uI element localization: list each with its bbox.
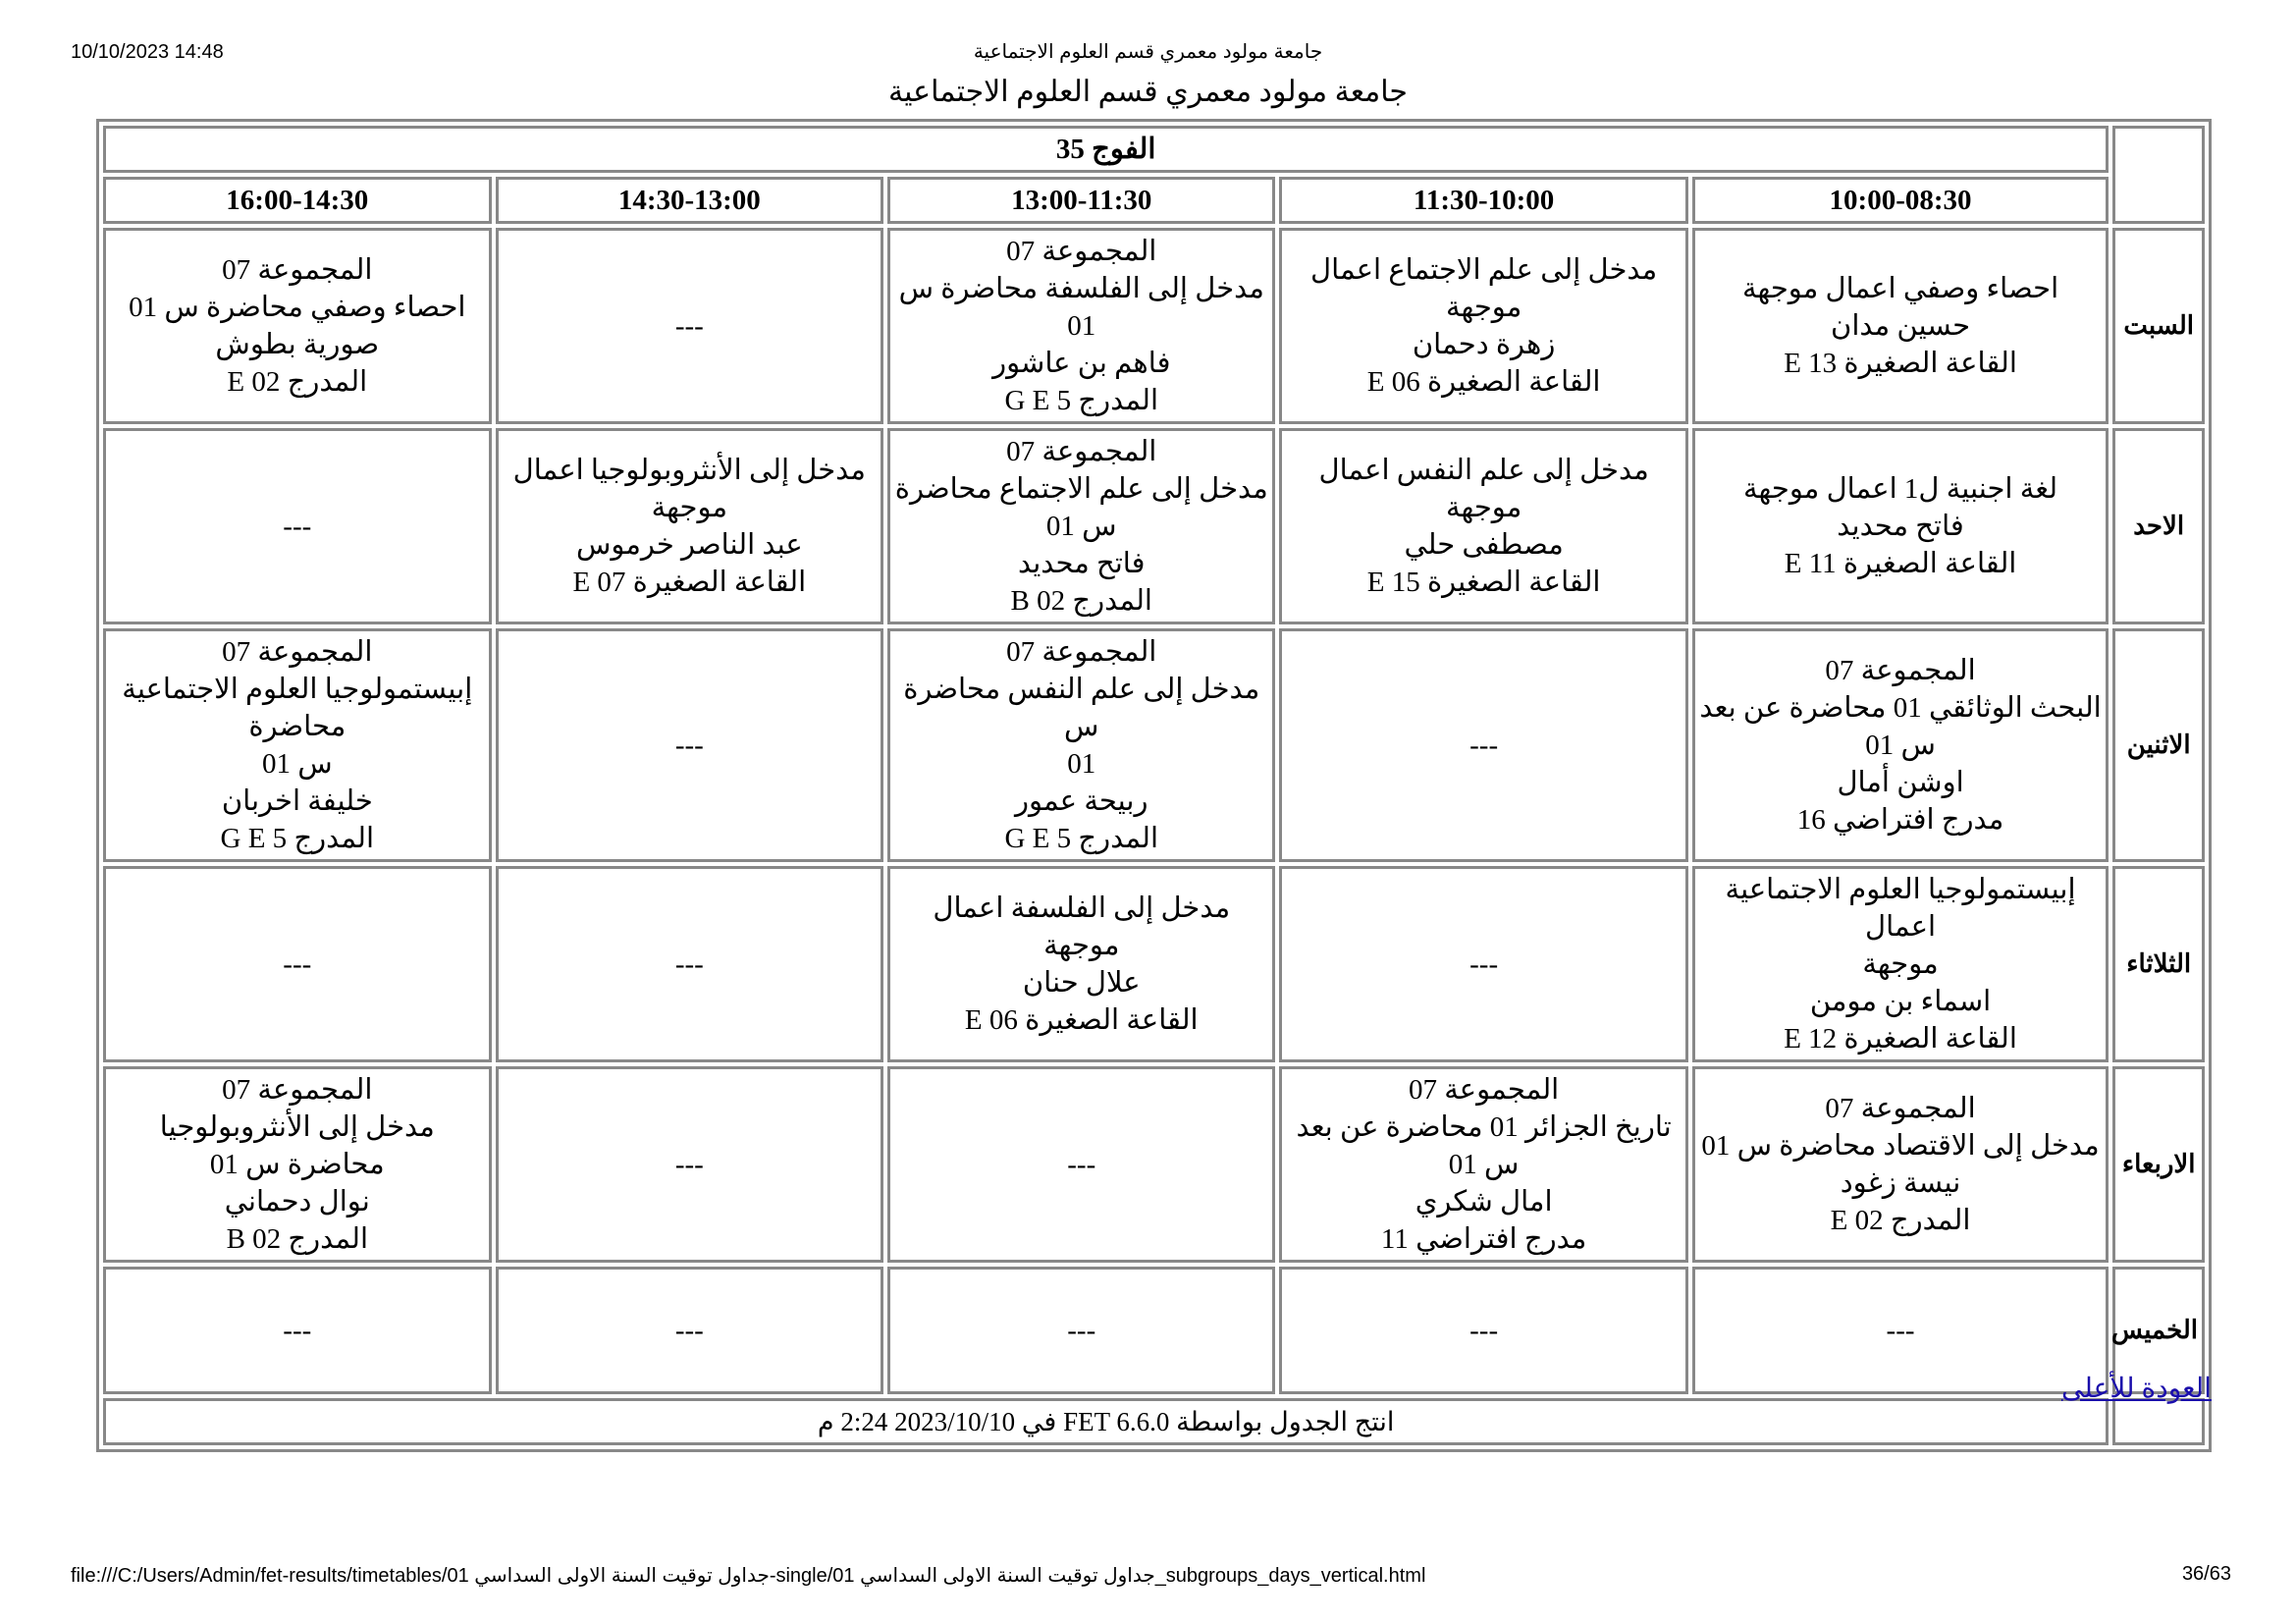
- session-line: ---: [674, 948, 704, 980]
- session-line: مدخل إلى علم النفس اعمال موجهة: [1318, 455, 1649, 523]
- session-line: نيسة زغود: [1840, 1167, 1961, 1199]
- session-cell: [103, 428, 492, 624]
- document-title: جامعة مولود معمري قسم العلوم الاجتماعية: [888, 76, 1408, 108]
- session-cell: [1692, 428, 2109, 624]
- session-line: المدرج B 02: [1010, 585, 1152, 617]
- session-line: فاتح محديد: [1018, 548, 1146, 579]
- session-line: مدخل إلى الفلسفة محاضرة س 01: [898, 273, 1264, 342]
- session-line: ---: [674, 310, 704, 342]
- session-line: المدرج G E 5: [220, 823, 375, 854]
- time-slot-header: 14:30-13:00: [496, 177, 883, 224]
- back-to-top-link[interactable]: العودة للأعلى: [2061, 1374, 2212, 1404]
- session-line: المجموعة 07: [222, 636, 373, 668]
- session-cell: [887, 1066, 1275, 1263]
- session-line: ---: [1886, 1315, 1915, 1346]
- session-line: القاعة الصغيرة E 11: [1784, 548, 2017, 579]
- session-line: ---: [1067, 1315, 1096, 1346]
- session-cell: [887, 428, 1275, 624]
- print-footer-path: file:///C:/Users/Admin/fet-results/timetables/01 جداول توقيت السنة الاولى السداسي-single/01 جداول توقيت السنة الاولى السداسي_subgroups_days_vertical.html: [71, 1565, 1426, 1587]
- session-line: المدرج B 02: [226, 1223, 369, 1255]
- session-line: البحث الوثائقي 01 محاضرة عن بعد: [1699, 692, 2102, 724]
- session-line: مدخل إلى الفلسفة اعمال موجهة: [933, 893, 1231, 961]
- day-row: [103, 1066, 2205, 1263]
- session-line: المجموعة 07: [1006, 436, 1157, 467]
- session-line: امال شكري: [1415, 1186, 1553, 1217]
- session-line: زهرة دحمان: [1412, 329, 1556, 360]
- session-line: فاتح محديد: [1837, 511, 1964, 542]
- session-line: مدرج افتراضي 11: [1380, 1223, 1587, 1255]
- generated-note: انتج الجدول بواسطة FET 6.6.0 في 2023/10/10 2:24 م: [103, 1398, 2109, 1445]
- corner-cell: [2112, 126, 2205, 224]
- session-cell: [496, 228, 883, 424]
- print-header-title: جامعة مولود معمري قسم العلوم الاجتماعية: [973, 41, 1323, 63]
- session-line: القاعة الصغيرة E 06: [964, 1004, 1199, 1036]
- session-line: مدخل إلى الأنثروبولوجيا محاضرة س 01: [159, 1111, 435, 1180]
- session-line: صورية بطوش: [215, 329, 380, 360]
- session-cell: [1279, 228, 1687, 424]
- session-line: المدرج G E 5: [1004, 385, 1159, 416]
- timetable-body: [103, 228, 2205, 1394]
- session-cell: [103, 1066, 492, 1263]
- day-row: [103, 866, 2205, 1062]
- session-cell: [496, 628, 883, 862]
- day-label: الثلاثاء: [2112, 866, 2205, 1062]
- day-label: الخميس: [2112, 1267, 2205, 1394]
- session-line: س 01: [1448, 1149, 1520, 1180]
- day-label: الاحد: [2112, 428, 2205, 624]
- session-line: ---: [1067, 1149, 1096, 1180]
- session-line: 01: [1067, 748, 1096, 780]
- session-cell: [1692, 1267, 2109, 1394]
- session-line: إبيستمولوجيا العلوم الاجتماعية اعمال: [1725, 874, 2076, 943]
- session-line: ---: [1469, 730, 1499, 761]
- session-line: المجموعة 07: [1825, 655, 1976, 686]
- session-line: موجهة: [1445, 292, 1522, 323]
- session-cell: [103, 866, 492, 1062]
- footer-corner-cell: [2112, 1398, 2205, 1445]
- session-line: القاعة الصغيرة E 06: [1366, 366, 1601, 398]
- session-cell: [1279, 866, 1687, 1062]
- session-line: المدرج G E 5: [1004, 823, 1159, 854]
- session-line: ---: [1469, 948, 1499, 980]
- session-line: المجموعة 07: [222, 1074, 373, 1106]
- session-line: المدرج E 02: [227, 366, 368, 398]
- session-cell: [1279, 628, 1687, 862]
- print-datetime: 10/10/2023 14:48: [71, 41, 224, 63]
- day-row: [103, 1267, 2205, 1394]
- session-cell: [496, 866, 883, 1062]
- time-slot-header: 10:00-08:30: [1692, 177, 2109, 224]
- session-line: ---: [674, 1149, 704, 1180]
- session-line: عبد الناصر خرموس: [575, 529, 803, 561]
- day-label: السبت: [2112, 228, 2205, 424]
- session-line: ---: [283, 948, 312, 980]
- session-cell: [103, 228, 492, 424]
- session-cell: [887, 228, 1275, 424]
- time-slot-header: 13:00-11:30: [887, 177, 1275, 224]
- session-line: خليفة اخربان: [221, 785, 373, 817]
- session-cell: [103, 1267, 492, 1394]
- session-line: تاريخ الجزائر 01 محاضرة عن بعد: [1296, 1111, 1672, 1143]
- session-line: ---: [674, 1315, 704, 1346]
- session-line: احصاء وصفي محاضرة س 01: [129, 292, 466, 323]
- time-slot-header: 16:00-14:30: [103, 177, 492, 224]
- session-line: احصاء وصفي اعمال موجهة: [1741, 273, 2059, 304]
- session-line: نوال دحماني: [224, 1186, 370, 1217]
- session-cell: [1279, 428, 1687, 624]
- day-row: [103, 628, 2205, 862]
- session-line: المجموعة 07: [1825, 1093, 1976, 1124]
- session-line: المجموعة 07: [1409, 1074, 1560, 1106]
- session-line: المجموعة 07: [222, 254, 373, 286]
- time-slot-header: 11:30-10:00: [1279, 177, 1687, 224]
- session-line: المدرج E 02: [1830, 1205, 1971, 1236]
- session-cell: [1692, 628, 2109, 862]
- session-line: حسين مدان: [1831, 310, 1971, 342]
- day-row: [103, 428, 2205, 624]
- session-cell: [1692, 866, 2109, 1062]
- session-line: إبيستمولوجيا العلوم الاجتماعية محاضرة: [122, 674, 473, 742]
- session-cell: [496, 1066, 883, 1263]
- session-line: مدخل إلى علم النفس محاضرة س: [903, 674, 1260, 742]
- session-line: القاعة الصغيرة E 15: [1366, 567, 1601, 598]
- session-line: س 01: [1045, 511, 1117, 542]
- session-line: ---: [1469, 1315, 1499, 1346]
- session-line: موجهة: [1862, 948, 1939, 980]
- session-line: ---: [283, 1315, 312, 1346]
- session-line: ---: [674, 730, 704, 761]
- session-line: مدخل إلى علم الاجتماع محاضرة: [894, 473, 1268, 505]
- session-line: مدخل إلى الاقتصاد محاضرة س 01: [1701, 1130, 2100, 1162]
- session-cell: [887, 866, 1275, 1062]
- session-line: القاعة الصغيرة E 13: [1784, 348, 2017, 379]
- session-line: ربيحة عمور: [1015, 785, 1148, 817]
- session-cell: [887, 1267, 1275, 1394]
- session-line: القاعة الصغيرة E 07: [572, 567, 807, 598]
- session-line: س 01: [1865, 730, 1936, 761]
- session-cell: [496, 1267, 883, 1394]
- session-cell: [1692, 1066, 2109, 1263]
- session-line: موجهة: [651, 492, 727, 523]
- session-line: القاعة الصغيرة E 12: [1784, 1023, 2017, 1055]
- page-number: 36/63: [2181, 1563, 2231, 1585]
- day-label: الاربعاء: [2112, 1066, 2205, 1263]
- session-cell: [1279, 1066, 1687, 1263]
- session-line: اسماء بن مومن: [1809, 986, 1992, 1017]
- session-cell: [1279, 1267, 1687, 1394]
- session-line: س 01: [261, 748, 333, 780]
- session-line: مدخل إلى الأنثروبولوجيا اعمال: [512, 455, 866, 486]
- session-line: المجموعة 07: [1006, 636, 1157, 668]
- session-line: لغة اجنبية ل1 اعمال موجهة: [1742, 473, 2058, 505]
- session-line: مصطفى حلي: [1404, 529, 1564, 561]
- session-cell: [887, 628, 1275, 862]
- session-cell: [103, 628, 492, 862]
- session-line: علال حنان: [1022, 967, 1141, 999]
- session-line: مدرج افتراضي 16: [1796, 804, 2004, 836]
- group-header: الفوج 35: [103, 126, 2109, 173]
- day-row: [103, 228, 2205, 424]
- session-cell: [1692, 228, 2109, 424]
- session-line: المجموعة 07: [1006, 236, 1157, 267]
- time-slot-row: [103, 177, 2205, 224]
- timetable: [96, 119, 2212, 1452]
- session-line: مدخل إلى علم الاجتماع اعمال: [1310, 254, 1658, 286]
- session-line: ---: [283, 511, 312, 542]
- session-line: فاهم بن عاشور: [992, 348, 1171, 379]
- day-label: الاثنين: [2112, 628, 2205, 862]
- session-line: اوشن أمال: [1837, 767, 1964, 798]
- session-cell: [496, 428, 883, 624]
